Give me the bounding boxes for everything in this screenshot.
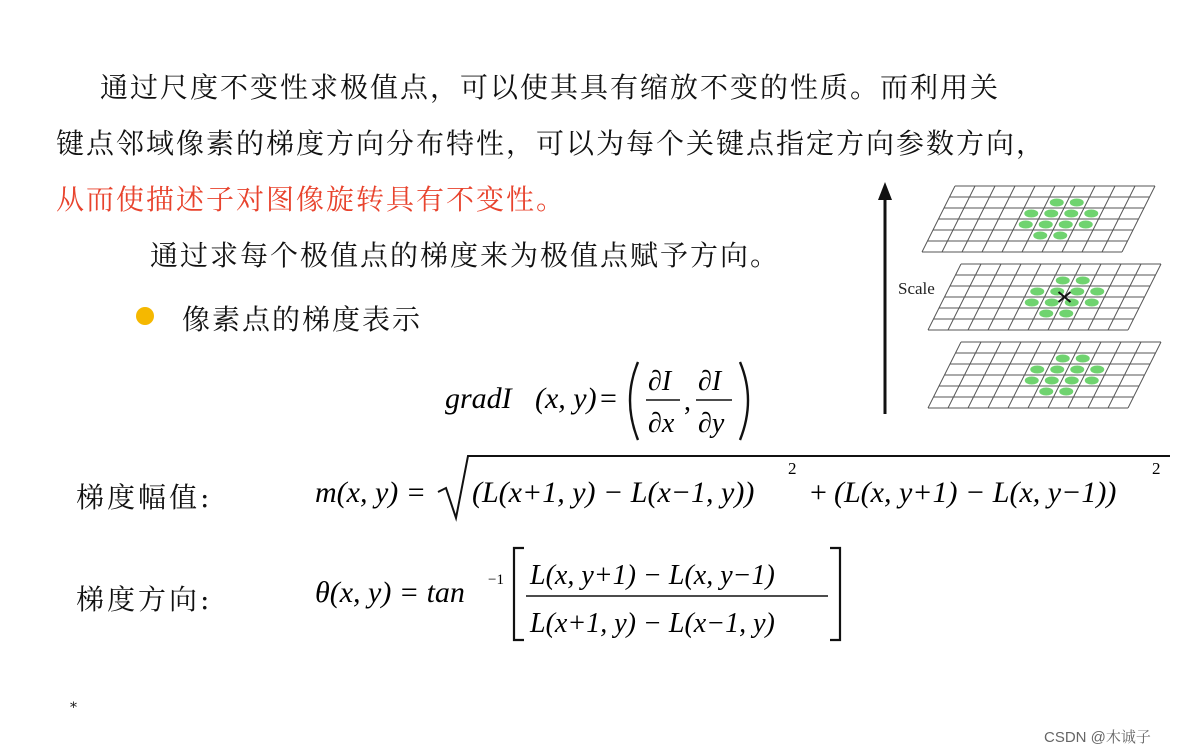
svg-text:,: ,	[684, 386, 691, 417]
watermark: CSDN @木诚子	[1044, 729, 1151, 746]
direction-denominator: L(x+1, y) − L(x−1, y)	[530, 608, 775, 639]
magnitude-term-1: (L(x+1, y) − L(x−1, y))	[472, 476, 755, 509]
grad-den-2: ∂y	[698, 408, 725, 439]
paragraph-2: 通过求每个极值点的梯度来为极值点赋予方向。	[150, 239, 781, 272]
keypoint-neighbor-dot	[1045, 299, 1059, 307]
direction-lhs: θ(x, y) = tan	[315, 576, 465, 609]
keypoint-neighbor-dot	[1064, 210, 1078, 218]
keypoint-neighbor-dot	[1050, 199, 1064, 207]
magnitude-formula	[310, 452, 1180, 532]
keypoint-neighbor-dot	[1090, 288, 1104, 296]
keypoint-neighbor-dot	[1070, 366, 1084, 374]
grad-eq: =	[600, 382, 617, 415]
bullet-dot-icon	[136, 307, 154, 325]
keypoint-neighbor-dot	[1039, 388, 1053, 396]
keypoint-neighbor-dot	[1059, 310, 1073, 318]
keypoint-neighbor-dot	[1039, 310, 1053, 318]
scale-arrow-icon	[878, 182, 892, 200]
keypoint-neighbor-dot	[1076, 355, 1090, 363]
direction-sup: −1	[488, 572, 504, 588]
keypoint-neighbor-dot	[1045, 377, 1059, 385]
keypoint-neighbor-dot	[1039, 221, 1053, 229]
keypoint-neighbor-dot	[1056, 355, 1070, 363]
magnitude-label: 梯度幅值:	[76, 481, 213, 514]
keypoint-neighbor-dot	[1025, 377, 1039, 385]
grad-den-1: ∂x	[648, 408, 675, 439]
grad-num-2: ∂I	[698, 366, 722, 397]
paragraph-line-1: 通过尺度不变性求极值点，可以使其具有缩放不变的性质。而利用关	[100, 71, 1001, 104]
keypoint-neighbor-dot	[1090, 366, 1104, 374]
keypoint-neighbor-dot	[1044, 210, 1058, 218]
keypoint-neighbor-dot	[1059, 388, 1073, 396]
keypoint-neighbor-dot	[1050, 366, 1064, 374]
keypoint-neighbor-dot	[1085, 299, 1099, 307]
magnitude-plus: +	[810, 476, 827, 509]
keypoint-neighbor-dot	[1056, 277, 1070, 285]
keypoint-neighbor-dot	[1019, 221, 1033, 229]
direction-label: 梯度方向:	[76, 583, 213, 616]
keypoint-neighbor-dot	[1084, 210, 1098, 218]
footnote-mark: *	[70, 700, 77, 716]
bullet-text: 像素点的梯度表示	[182, 303, 423, 336]
scale-layer-2	[928, 264, 1161, 330]
paragraph-line-3-highlight: 从而使描述子对图像旋转具有不变性。	[56, 183, 567, 216]
keypoint-neighbor-dot	[1085, 377, 1099, 385]
scale-space-figure	[870, 178, 1170, 423]
scale-layer-1	[922, 186, 1155, 252]
keypoint-neighbor-dot	[1076, 277, 1090, 285]
grad-arg: (x, y)	[535, 382, 597, 415]
keypoint-neighbor-dot	[1030, 288, 1044, 296]
direction-numerator: L(x, y+1) − L(x, y−1)	[530, 560, 775, 591]
magnitude-term-2: (L(x, y+1) − L(x, y−1))	[834, 476, 1117, 509]
keypoint-neighbor-dot	[1070, 199, 1084, 207]
keypoint-neighbor-dot	[1065, 377, 1079, 385]
magnitude-exp-2: 2	[1152, 459, 1161, 478]
keypoint-neighbor-dot	[1033, 232, 1047, 240]
paragraph-line-2: 键点邻域像素的梯度方向分布特性，可以为每个关键点指定方向参数方向，	[56, 127, 1047, 160]
scale-layer-3	[928, 342, 1161, 408]
keypoint-neighbor-dot	[1025, 299, 1039, 307]
scale-label: Scale	[898, 279, 935, 298]
keypoint-neighbor-dot	[1070, 288, 1084, 296]
magnitude-exp-1: 2	[788, 459, 797, 478]
direction-formula	[310, 540, 870, 650]
gradient-formula	[440, 350, 770, 450]
keypoint-neighbor-dot	[1030, 366, 1044, 374]
keypoint-neighbor-dot	[1059, 221, 1073, 229]
magnitude-lhs: m(x, y) =	[315, 476, 427, 509]
keypoint-neighbor-dot	[1079, 221, 1093, 229]
keypoint-neighbor-dot	[1053, 232, 1067, 240]
keypoint-neighbor-dot	[1024, 210, 1038, 218]
grad-num-1: ∂I	[648, 366, 672, 397]
grad-lhs: gradI	[445, 382, 512, 415]
